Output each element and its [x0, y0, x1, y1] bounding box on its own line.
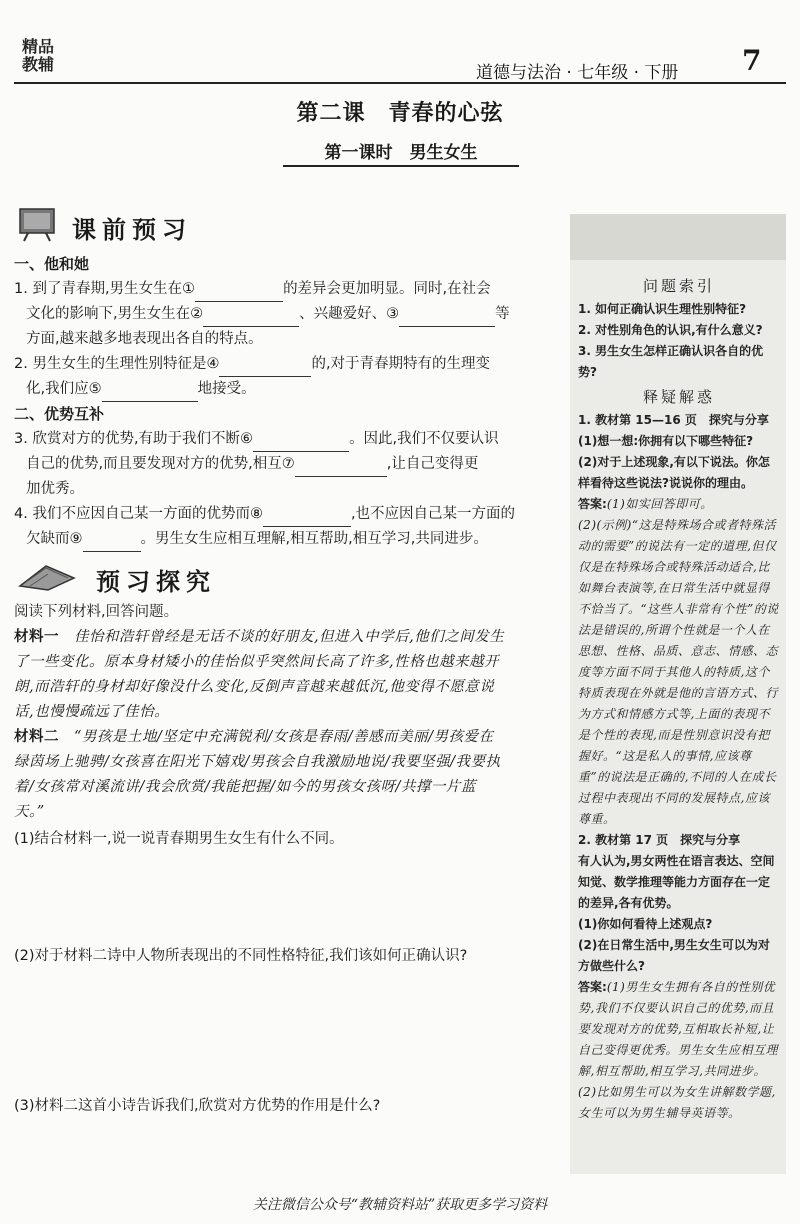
material-2-line2: 绿茵场上驰骋/女孩喜在阳光下嬉戏/男孩会自我激励地说/我要坚强/我要执: [14, 754, 501, 770]
q3-line1: 3. 欣赏对方的优势,有助于我们不断⑥ 。因此,我们不仅要认识: [14, 427, 564, 452]
answer-blank-8[interactable]: [263, 508, 351, 527]
q2-line2: 化,我们应⑤ 地接受。: [14, 377, 564, 402]
explore-question-1: (1)结合材料一,说一说青春期男生女生有什么不同。: [14, 831, 344, 847]
sub-title: 第一课时 男生女生: [283, 138, 519, 167]
header-divider: [14, 82, 786, 84]
material-1-line1: 材料一 佳怡和浩轩曾经是无话不谈的好朋友,但进入中学后,他们之间发生: [14, 629, 505, 645]
q3-line2: 自己的优势,而且要发现对方的优势,相互⑦ ,让自己变得更: [14, 452, 564, 477]
textbook-ref-2: 2. 教材第 17 页 探究与分享: [578, 833, 741, 847]
index-item-1: 1. 如何正确认识生理性别特征?: [578, 302, 747, 316]
material-1-line4: 话,也慢慢疏远了佳怡。: [14, 704, 170, 720]
answer-area-1[interactable]: [14, 856, 564, 942]
brand-line-2: 教辅: [22, 55, 55, 74]
material-2-line3: 着/女孩常对溪流讲/我会欣赏/我能把握/如今的男孩女孩呀/共撑一片蓝: [14, 779, 476, 795]
index-title: 问题索引: [642, 277, 715, 295]
answer-blank-4[interactable]: [219, 358, 311, 377]
answer-blank-5[interactable]: [102, 383, 198, 402]
answer-blank-9[interactable]: [83, 533, 141, 552]
ref2-question-2: (2)在日常生活中,男生女生可以为对方做些什么?: [578, 938, 770, 973]
material-1-line2: 了一些变化。原本身材矮小的佳怡似乎突然间长高了许多,性格也越来越开: [14, 654, 500, 670]
preview-section: [14, 252, 564, 552]
footer-note: 关注微信公众号“教辅资料站”获取更多学习资料: [252, 1197, 548, 1213]
textbook-ref-1: 1. 教材第 15—16 页 探究与分享: [578, 413, 769, 427]
answer-area-2[interactable]: [14, 972, 564, 1090]
brand-logo: [22, 38, 54, 74]
q2-line1: 2. 男生女生的生理性别特征是④ 的,对于青春期特有的生理变: [14, 352, 564, 377]
ref1-answer-1: 答案:(1)如实回答即可。: [578, 497, 713, 511]
lesson-title: 第二课 青春的心弦: [296, 101, 504, 126]
explore-icon: [16, 556, 78, 596]
explore-section: [14, 600, 564, 852]
sidebar-content: [578, 272, 780, 1124]
q4-line2: 欠缺而⑨ 。男生女生应相互理解,相互帮助,相互学习,共同进步。: [14, 527, 564, 552]
sidebar-header-band: [570, 214, 786, 260]
material-1-line3: 朗,而浩轩的身材却好像没什么变化,反倒声音越来越低沉,他变得不愿意说: [14, 679, 495, 695]
page-number: 7: [742, 44, 762, 77]
q1-line2: 文化的影响下,男生女生在② 、兴趣爱好、③ 等: [14, 302, 564, 327]
index-item-3: 3. 男生女生怎样正确认识各自的优势?: [578, 344, 764, 379]
explore-heading: 预习探究: [96, 568, 216, 596]
index-item-2: 2. 对性别角色的认识,有什么意义?: [578, 323, 763, 337]
answer-blank-2[interactable]: [203, 308, 299, 327]
material-2-line1: 材料二 “男孩是土地/坚定中充满锐利/女孩是春雨/善感而美丽/男孩爱在: [14, 729, 494, 745]
answer-blank-7[interactable]: [295, 458, 387, 477]
ref1-question-2: (2)对于上述现象,有以下说法。你怎样看待这些说法?说说你的理由。: [578, 455, 770, 490]
sidebar-panel: [570, 214, 786, 1174]
ref1-question-1: (1)想一想:你拥有以下哪些特征?: [578, 434, 754, 448]
part1-title: 一、他和她: [14, 255, 90, 273]
brand-line-1: 精品: [22, 37, 55, 56]
answer-blank-3[interactable]: [399, 308, 495, 327]
answer-blank-6[interactable]: [253, 433, 349, 452]
preview-heading: 课前预习: [72, 216, 192, 244]
explore-question-3: (3)材料二这首小诗告诉我们,欣赏对方优势的作用是什么?: [14, 1098, 381, 1114]
book-title: 道德与法治 · 七年级 · 下册: [476, 63, 679, 83]
part2-title: 二、优势互补: [14, 405, 105, 423]
q4-line1: 4. 我们不应因自己某一方面的优势而⑧ ,也不应因自己某一方面的: [14, 502, 564, 527]
ref2-answer-2: (2)比如男生可以为女生讲解数学题,女生可以为男生辅导英语等。: [578, 1085, 776, 1120]
ref1-answer-2: (2)(示例)“这是特殊场合或者特殊活动的需要”的说法有一定的道理,但仅仅是在特殊场合或特殊活动适合,比如舞台表演等,在日常生活中就显得不恰当了。“这些人非常有个性”的说法是错误的,所谓个性就是一个人在思想、性格、品质、意志、情感、态度等方面不同于其他人的特质,这个特质表现在外就是他的言语方式、行为方式和情感方式等,上面的表现不是个性的表现,而是性别意识没有把握好。“这是私人的事情,应该尊重”的说法是正确的,不同的人在成长过程中表现出不同的发展特点,应该尊重。: [578, 518, 779, 826]
q1-line1: 1. 到了青春期,男生女生在① 的差异会更加明显。同时,在社会: [14, 277, 564, 302]
answer-area-3[interactable]: [14, 1122, 564, 1188]
preview-icon: [16, 206, 62, 246]
ref2-intro: 有人认为,男女两性在语言表达、空间知觉、数学推理等能力方面存在一定的差异,各有优势。: [578, 854, 775, 910]
explore-question-2: (2)对于材料二诗中人物所表现出的不同性格特征,我们该如何正确认识?: [14, 948, 468, 964]
q3-line3: 加优秀。: [26, 481, 84, 497]
material-2-line4: 天。”: [14, 804, 45, 820]
explain-title: 释疑解惑: [642, 388, 715, 406]
q1-line3: 方面,越来越多地表现出各自的特点。: [26, 331, 263, 347]
answer-blank-1[interactable]: [195, 283, 283, 302]
ref2-answer-1: 答案:(1)男生女生拥有各自的性别优势,我们不仅要认识自己的优势,而且要发现对方的优势,互相取长补短,让自己变得更优秀。男生女生应相互理解,相互帮助,相互学习,共同进步。: [578, 980, 779, 1078]
explore-intro: 阅读下列材料,回答问题。: [14, 604, 179, 620]
ref2-question-1: (1)你如何看待上述观点?: [578, 917, 713, 931]
